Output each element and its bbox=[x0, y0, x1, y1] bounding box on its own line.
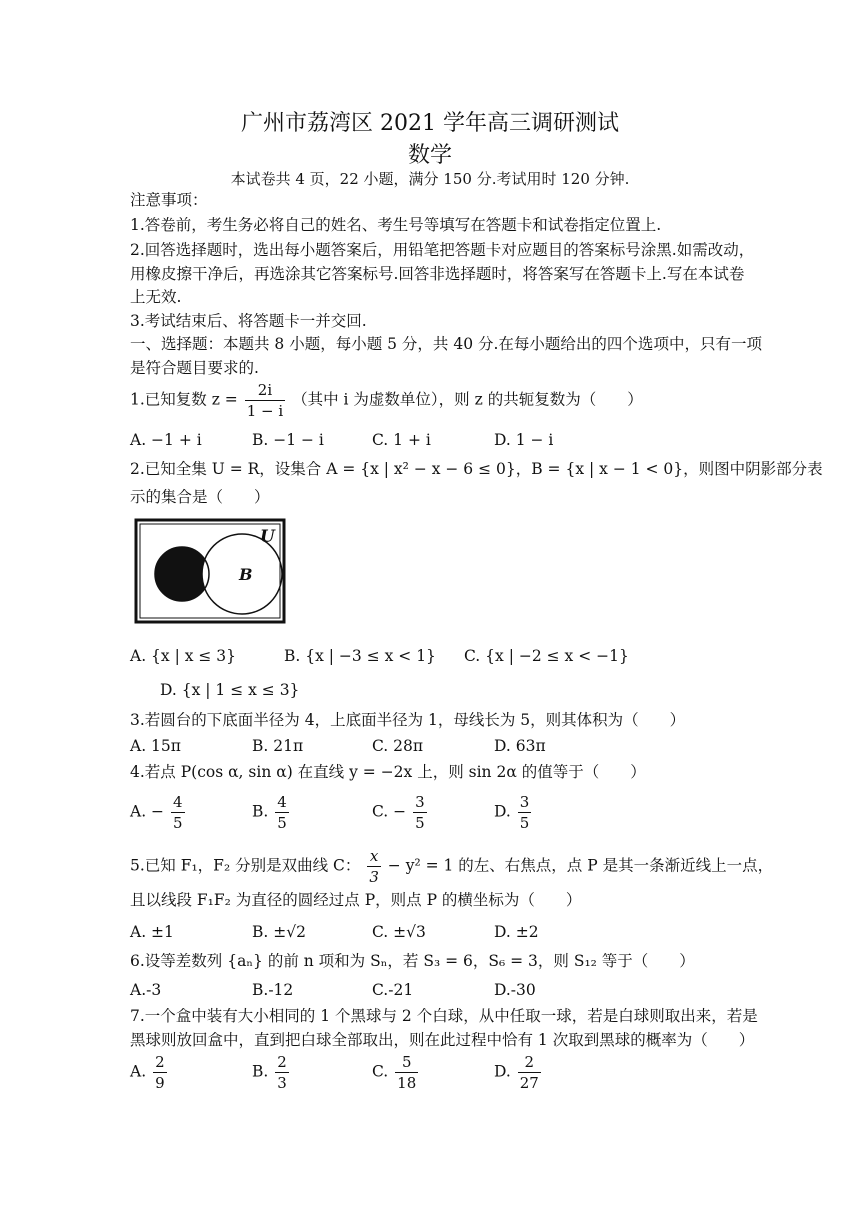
q4-c-den: 5 bbox=[415, 814, 425, 832]
exam-subject: 数学 bbox=[407, 143, 452, 168]
q7-option-d-fraction bbox=[518, 1052, 541, 1093]
question-6: 6.设等差数列 {aₙ} 的前 n 项和为 Sₙ，若 S₃ = 6，S₆ = 3，则 S₁₂ 等于（ ） bbox=[130, 952, 695, 970]
q1-fraction bbox=[245, 380, 285, 421]
q7-option-a bbox=[130, 1052, 169, 1093]
q1-option-b: B. −1 − i bbox=[252, 431, 324, 449]
q5-option-d: D. ±2 bbox=[494, 923, 539, 941]
q5-fraction bbox=[367, 846, 381, 887]
note-3: 3.考试结束后、将答题卡一并交回. bbox=[130, 312, 367, 330]
q4-option-c bbox=[372, 792, 429, 833]
q3-option-d: D. 63π bbox=[494, 737, 546, 755]
q4-option-b-label: B. bbox=[252, 802, 269, 821]
question-2a: 2.已知全集 U = R，设集合 A = {x | x² − x − 6 ≤ 0}，B = {x | x − 1 < 0}，则图中阴影部分表 bbox=[130, 460, 823, 478]
q6-option-c: C.-21 bbox=[372, 981, 414, 999]
q3-option-c: C. 28π bbox=[372, 737, 424, 755]
q5-option-b: B. ±√2 bbox=[252, 923, 306, 941]
q1-prefix: 1.已知复数 z = bbox=[130, 390, 238, 409]
q7-d-num: 2 bbox=[518, 1052, 541, 1073]
q7-option-c-fraction bbox=[395, 1052, 418, 1093]
q1-fraction-num: 2i bbox=[245, 380, 285, 401]
q7-d-den: 27 bbox=[519, 1074, 539, 1092]
q3-option-a: A. 15π bbox=[130, 737, 181, 755]
q4-option-c-fraction bbox=[413, 792, 427, 833]
q4-d-den: 5 bbox=[519, 814, 530, 832]
note-2c: 上无效. bbox=[130, 288, 182, 306]
q7-option-c bbox=[372, 1052, 420, 1093]
venn-label-b: B bbox=[239, 565, 253, 584]
q7-option-d-label: D. bbox=[494, 1062, 511, 1081]
q6-option-d: D.-30 bbox=[494, 981, 536, 999]
q7-b-den: 3 bbox=[277, 1074, 287, 1092]
q4-option-b bbox=[252, 792, 291, 833]
q4-a-num: 4 bbox=[172, 793, 183, 811]
question-7b: 黑球则放回盒中，直到把白球全部取出，则在此过程中恰有 1 次取到黑球的概率为（ ） bbox=[130, 1031, 755, 1049]
q4-option-b-fraction bbox=[275, 792, 289, 833]
venn-diagram bbox=[134, 518, 286, 624]
q4-option-d-fraction bbox=[518, 792, 532, 833]
q2-option-d: D. {x | 1 ≤ x ≤ 3} bbox=[160, 681, 300, 699]
exam-info: 本试卷共 4 页，22 小题，满分 150 分.考试用时 120 分钟. bbox=[230, 170, 630, 188]
q7-option-a-fraction bbox=[153, 1052, 167, 1093]
q4-a-den: 5 bbox=[172, 814, 183, 832]
q4-d-num: 3 bbox=[519, 793, 530, 811]
q2-option-b: B. {x | −3 ≤ x < 1} bbox=[284, 647, 436, 665]
q7-option-a-label: A. bbox=[130, 1062, 147, 1081]
note-1: 1.答卷前，考生务必将自己的姓名、考生号等填写在答题卡和试卷指定位置上. bbox=[130, 216, 662, 234]
q7-c-num: 5 bbox=[395, 1052, 418, 1073]
notes-heading: 注意事项： bbox=[130, 191, 208, 209]
q1-option-c: C. 1 + i bbox=[372, 431, 431, 449]
exam-title: 广州市荔湾区 2021 学年高三调研测试 bbox=[241, 111, 619, 136]
question-5b: 且以线段 F₁F₂ 为直径的圆经过点 P，则点 P 的横坐标为（ ） bbox=[130, 891, 582, 909]
q7-option-c-label: C. bbox=[372, 1062, 389, 1081]
q7-option-b-label: B. bbox=[252, 1062, 269, 1081]
q7-a-num: 2 bbox=[155, 1053, 165, 1071]
note-2a: 2.回答选择题时，选出每小题答案后，用铅笔把答题卡对应题目的答案标号涂黑.如需改动， bbox=[130, 241, 755, 259]
section-1-heading-a: 一、选择题：本题共 8 小题，每小题 5 分，共 40 分.在每小题给出的四个选项中，只有一项 bbox=[130, 335, 762, 353]
q4-option-d-label: D. bbox=[494, 802, 511, 821]
q7-option-b bbox=[252, 1052, 291, 1093]
question-1 bbox=[130, 380, 643, 421]
q4-option-a-fraction bbox=[171, 792, 185, 833]
q4-option-a-label: A. − bbox=[130, 802, 165, 821]
q2-option-c: C. {x | −2 ≤ x < −1} bbox=[464, 647, 629, 665]
q1-fraction-den: 1 − i bbox=[246, 402, 284, 420]
q7-option-b-fraction bbox=[275, 1052, 289, 1093]
question-4: 4.若点 P(cos α, sin α) 在直线 y = −2x 上，则 sin 2α 的值等于（ ） bbox=[130, 763, 646, 781]
question-3: 3.若圆台的下底面半径为 4，上底面半径为 1，母线长为 5，则其体积为（ ） bbox=[130, 711, 686, 729]
q7-b-num: 2 bbox=[277, 1053, 287, 1071]
q7-a-den: 9 bbox=[155, 1074, 165, 1092]
q4-c-num: 3 bbox=[415, 793, 425, 811]
question-2b: 示的集合是（ ） bbox=[130, 488, 270, 506]
q1-option-d: D. 1 − i bbox=[494, 431, 554, 449]
q4-option-a bbox=[130, 792, 187, 833]
q6-option-b: B.-12 bbox=[252, 981, 294, 999]
q5-suffix: − y² = 1 的左、右焦点，点 P 是其一条渐近线上一点， bbox=[387, 856, 774, 875]
q3-option-b: B. 21π bbox=[252, 737, 304, 755]
q5-fraction-den: 3 bbox=[369, 868, 379, 886]
q4-b-num: 4 bbox=[277, 793, 287, 811]
q4-b-den: 5 bbox=[277, 814, 287, 832]
q6-option-a: A.-3 bbox=[130, 981, 162, 999]
section-1-heading-b: 是符合题目要求的. bbox=[130, 359, 259, 377]
q5-option-a: A. ±1 bbox=[130, 923, 174, 941]
q7-option-d bbox=[494, 1052, 543, 1093]
note-2b: 用橡皮擦干净后，再选涂其它答案标号.回答非选择题时，将答案写在答题卡上.写在本试卷 bbox=[130, 265, 745, 283]
q5-prefix: 5.已知 F₁，F₂ 分别是双曲线 C： bbox=[130, 856, 361, 875]
q7-c-den: 18 bbox=[397, 1074, 417, 1092]
question-7a: 7.一个盒中装有大小相同的 1 个黑球与 2 个白球，从中任取一球，若是白球则取出来，若是 bbox=[130, 1007, 758, 1025]
q4-option-c-label: C. − bbox=[372, 802, 407, 821]
q1-option-a: A. −1 + i bbox=[130, 431, 202, 449]
venn-label-u: U bbox=[260, 527, 275, 547]
q5-fraction-num: x bbox=[367, 846, 381, 867]
q4-option-d bbox=[494, 792, 533, 833]
q2-option-a: A. {x | x ≤ 3} bbox=[130, 647, 237, 665]
q1-suffix: （其中 i 为虚数单位），则 z 的共轭复数为（ ） bbox=[292, 390, 643, 409]
question-5a bbox=[130, 846, 773, 887]
q5-option-c: C. ±√3 bbox=[372, 923, 426, 941]
